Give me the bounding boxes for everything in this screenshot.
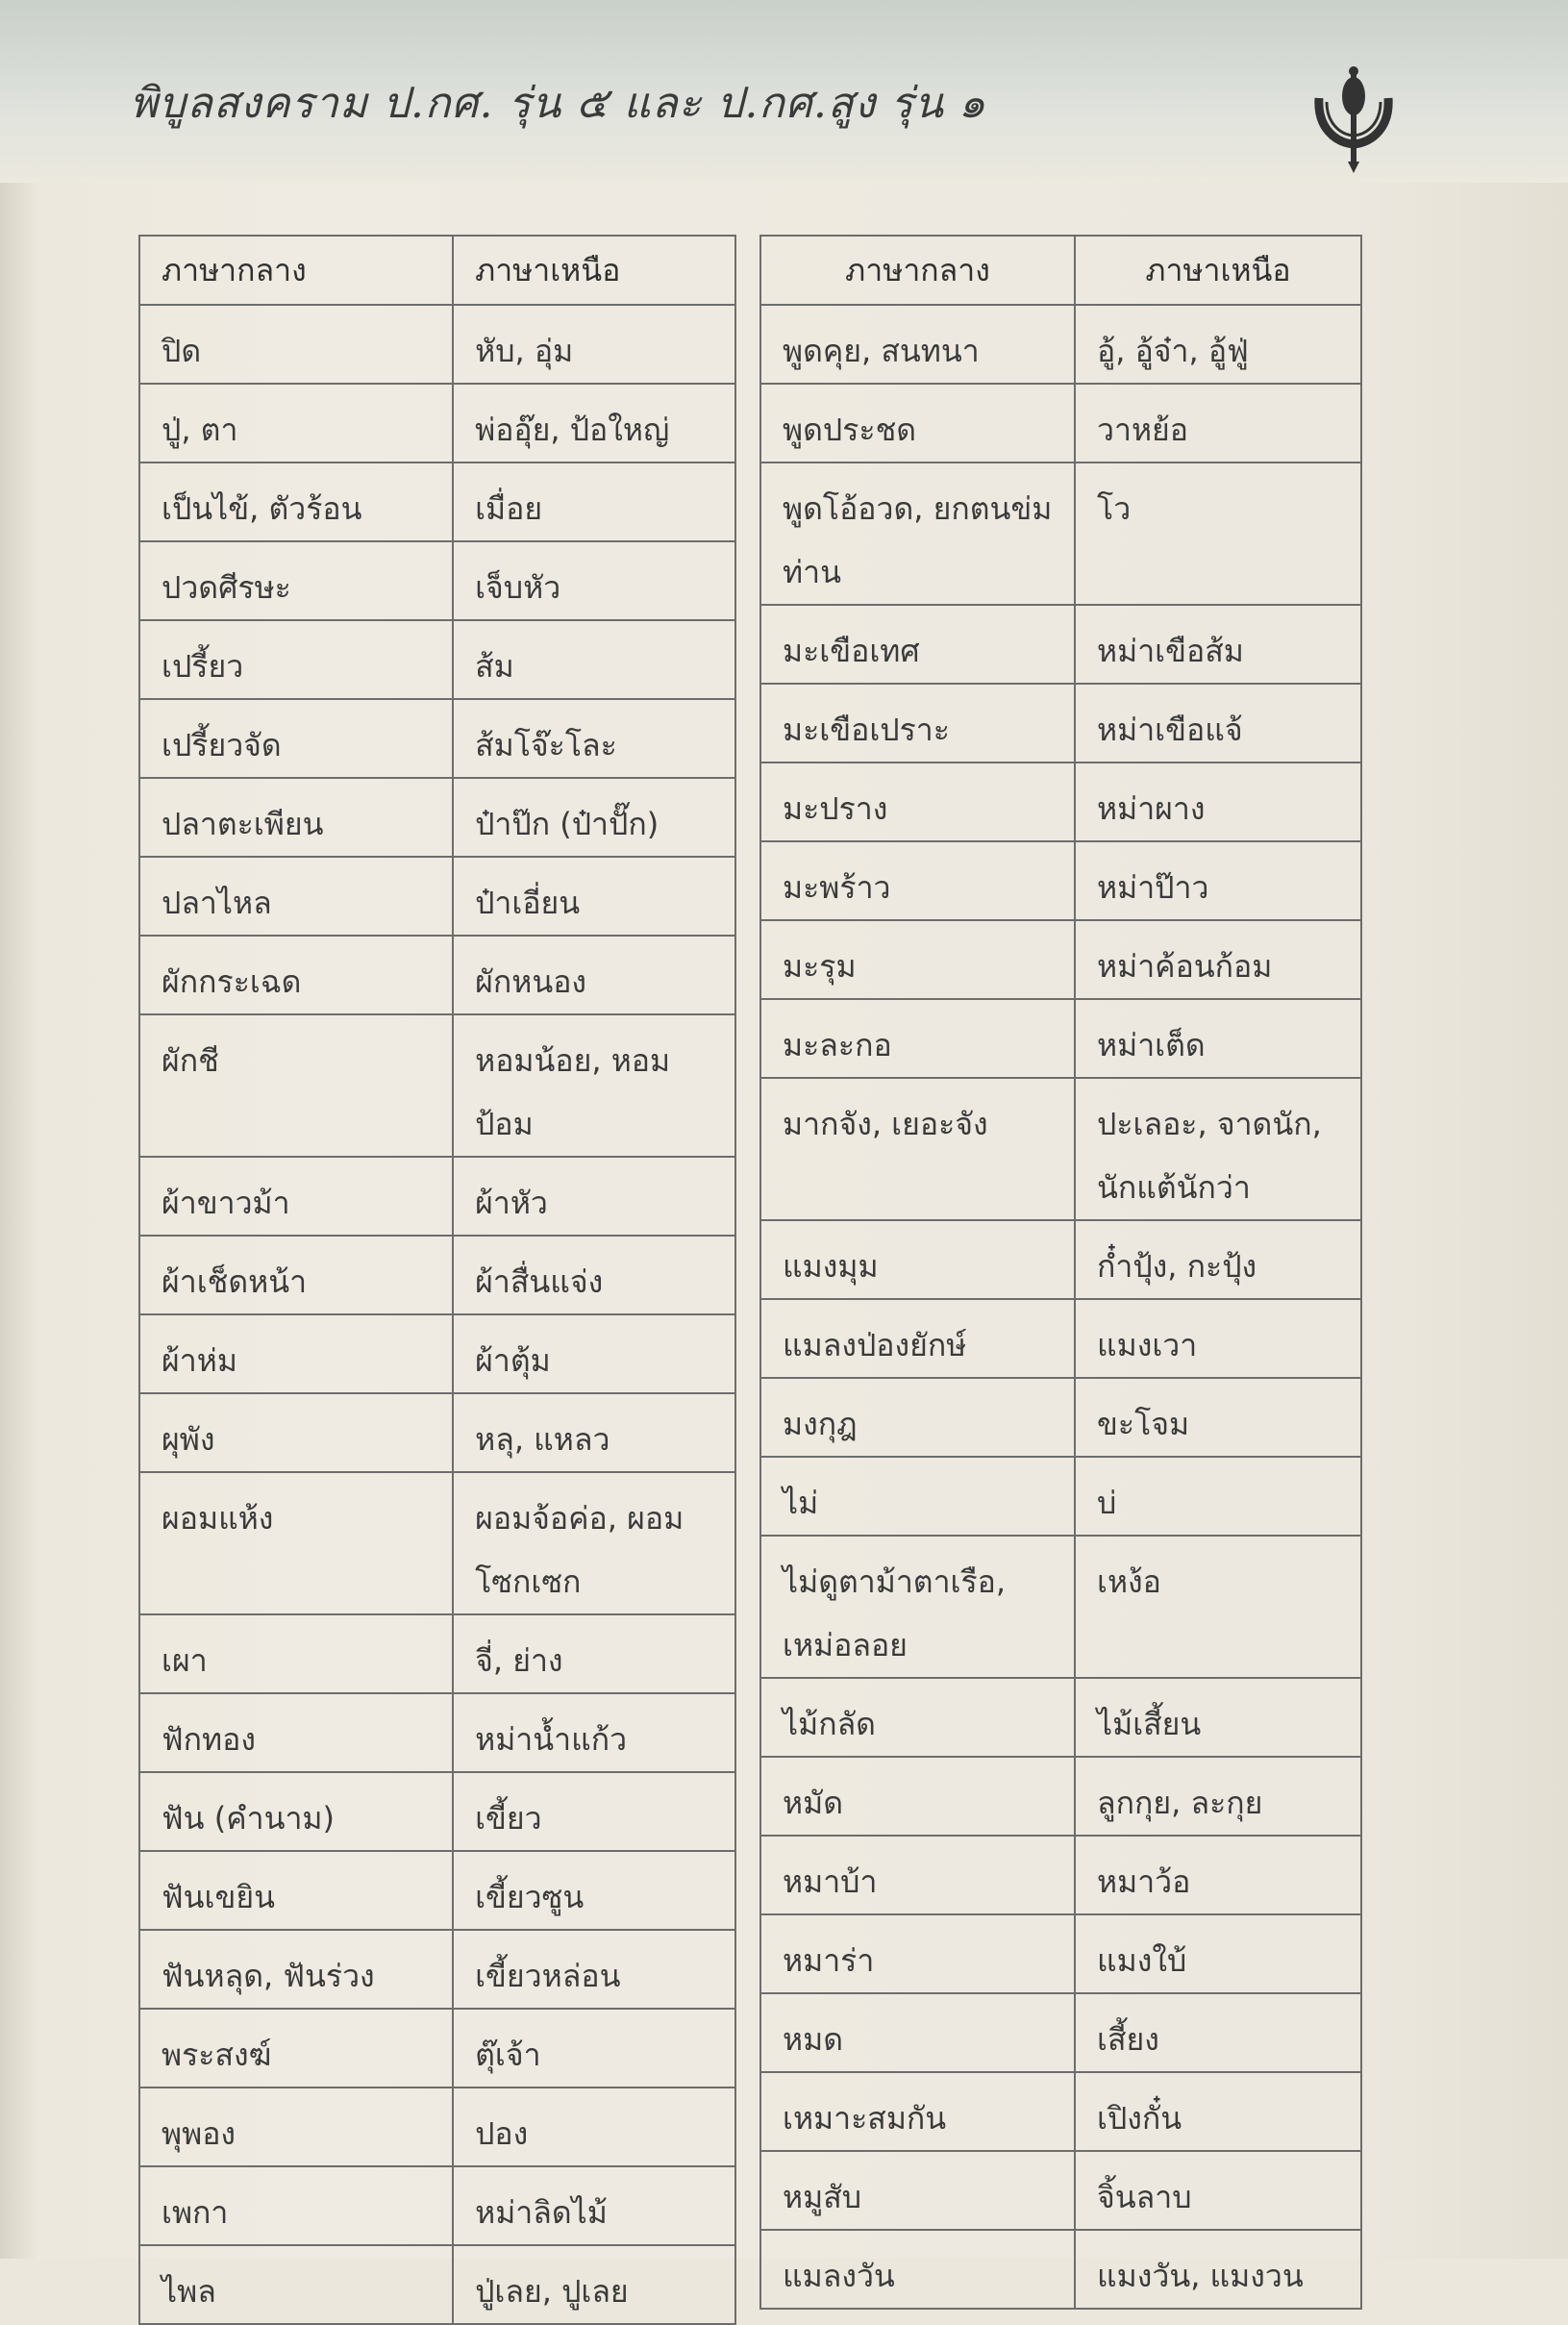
central-thai-word: มะรุม	[760, 920, 1075, 999]
northern-thai-word: ส้มโจ๊ะโละ	[453, 699, 735, 778]
central-thai-word: พูดคุย, สนทนา	[760, 305, 1075, 384]
central-thai-word: มะเขือเทศ	[760, 605, 1075, 684]
central-thai-word: พูดประชด	[760, 384, 1075, 462]
central-thai-word: เป็นไข้, ตัวร้อน	[139, 462, 453, 541]
table-row	[760, 1757, 1361, 1836]
table-row	[760, 1299, 1361, 1378]
central-thai-word: มงกุฎ	[760, 1378, 1075, 1457]
northern-thai-word: ผ้าตุ้ม	[453, 1314, 735, 1393]
central-thai-word: ผุพัง	[139, 1393, 453, 1472]
northern-thai-word: ผอมจ้อค่อ, ผอม โซกเซก	[453, 1472, 735, 1614]
table-row	[760, 920, 1361, 999]
northern-thai-word: ป๋าป๊ก (ป๋าปั๊ก)	[453, 778, 735, 857]
northern-thai-word: ส้ม	[453, 620, 735, 699]
northern-thai-word: ขะโจม	[1075, 1378, 1361, 1457]
central-thai-word: เปรี้ยว	[139, 620, 453, 699]
table-row	[139, 305, 735, 384]
central-thai-word: มะพร้าว	[760, 841, 1075, 920]
table-row	[760, 841, 1361, 920]
table-row	[760, 2072, 1361, 2151]
table-row	[760, 605, 1361, 684]
central-thai-word: มะละกอ	[760, 999, 1075, 1078]
table-row	[760, 1378, 1361, 1457]
northern-thai-word: เขี้ยว	[453, 1772, 735, 1851]
central-thai-word: ฟันเขยิน	[139, 1851, 453, 1930]
table-row	[139, 1851, 735, 1930]
central-thai-word: ผ้าเช็ดหน้า	[139, 1236, 453, 1314]
northern-thai-word: บ่	[1075, 1457, 1361, 1536]
northern-thai-word: ปะเลอะ, จาดนัก, นักแต้นักว่า	[1075, 1078, 1361, 1220]
northern-thai-word: แมงใบ้	[1075, 1914, 1361, 1993]
central-thai-word: แมลงป่องยักษ์	[760, 1299, 1075, 1378]
table-row	[139, 1772, 735, 1851]
northern-thai-word: หม่าเขือส้ม	[1075, 605, 1361, 684]
table-row	[760, 1993, 1361, 2072]
northern-thai-word: เสี้ยง	[1075, 1993, 1361, 2072]
table-row	[760, 1078, 1361, 1220]
table-row	[760, 999, 1361, 1078]
table-row	[760, 1914, 1361, 1993]
table-row	[760, 2151, 1361, 2230]
table-row	[139, 1157, 735, 1236]
central-thai-word: ปู่, ตา	[139, 384, 453, 462]
northern-thai-word: เมื่อย	[453, 462, 735, 541]
central-thai-word: ฟักทอง	[139, 1693, 453, 1772]
northern-thai-word: หมาว้อ	[1075, 1836, 1361, 1914]
central-thai-word: เพกา	[139, 2166, 453, 2245]
central-thai-word: พูดโอ้อวด, ยกตนข่ม ท่าน	[760, 462, 1075, 605]
northern-thai-word: หับ, อุ่ม	[453, 305, 735, 384]
northern-thai-word: ตุ๊เจ้า	[453, 2009, 735, 2088]
central-thai-word: ปวดศีรษะ	[139, 541, 453, 620]
table-row	[139, 2009, 735, 2088]
northern-thai-word: ผักหนอง	[453, 936, 735, 1014]
central-thai-word: หมัด	[760, 1757, 1075, 1836]
central-thai-word: ผักชี	[139, 1014, 453, 1157]
table-row	[139, 857, 735, 936]
table-row	[760, 1678, 1361, 1757]
central-thai-word: แมงมุม	[760, 1220, 1075, 1299]
northern-thai-word: หม่าลิดไม้	[453, 2166, 735, 2245]
northern-thai-word: หม่าเต็ด	[1075, 999, 1361, 1078]
table-row	[760, 305, 1361, 384]
column-header-central-thai: ภาษากลาง	[760, 236, 1075, 305]
table-row	[139, 2245, 735, 2324]
northern-thai-word: แมงเวา	[1075, 1299, 1361, 1378]
table-row	[139, 541, 735, 620]
northern-thai-word: เหง้อ	[1075, 1536, 1361, 1678]
central-thai-word: ไม่	[760, 1457, 1075, 1536]
table-row	[760, 462, 1361, 605]
northern-thai-word: วาหย้อ	[1075, 384, 1361, 462]
central-thai-word: หมด	[760, 1993, 1075, 2072]
central-thai-word: หมาร่า	[760, 1914, 1075, 1993]
northern-thai-word: หอมน้อย, หอม ป้อม	[453, 1014, 735, 1157]
table-row	[760, 1836, 1361, 1914]
central-thai-word: ผักกระเฉด	[139, 936, 453, 1014]
column-header-northern-thai: ภาษาเหนือ	[1075, 236, 1361, 305]
central-thai-word: ผ้าขาวม้า	[139, 1157, 453, 1236]
table-row	[760, 1457, 1361, 1536]
column-header-central-thai: ภาษากลาง	[139, 236, 453, 305]
central-thai-word: ปลาตะเพียน	[139, 778, 453, 857]
table-row	[139, 1236, 735, 1314]
central-thai-word: มะปราง	[760, 762, 1075, 841]
table-row	[139, 699, 735, 778]
running-title: พิบูลสงคราม ป.กศ. รุ่น ๕ และ ป.กศ.สูง รุ่น ๑	[130, 79, 986, 128]
northern-thai-word: พ่ออุ๊ย, ป้อใหญ่	[453, 384, 735, 462]
table-row	[139, 1614, 735, 1693]
table-row	[139, 1930, 735, 2009]
northern-thai-word: จี่, ย่าง	[453, 1614, 735, 1693]
central-thai-word: ปิด	[139, 305, 453, 384]
northern-thai-word: ป๋าเอี่ยน	[453, 857, 735, 936]
central-thai-word: มะเขือเปราะ	[760, 684, 1075, 762]
vocab-table-left	[138, 235, 736, 2325]
table-row	[139, 1472, 735, 1614]
table-row	[139, 778, 735, 857]
table-row	[139, 1693, 735, 1772]
central-thai-word: ผอมแห้ง	[139, 1472, 453, 1614]
northern-thai-word: เจ็บหัว	[453, 541, 735, 620]
northern-thai-word: เขี้ยวซูน	[453, 1851, 735, 1930]
table-row	[139, 462, 735, 541]
northern-thai-word: ปู่เลย, ปูเลย	[453, 2245, 735, 2324]
table-row	[139, 936, 735, 1014]
table-row	[760, 1220, 1361, 1299]
northern-thai-word: หม่าป๊าว	[1075, 841, 1361, 920]
northern-thai-word: ก๋ำปุ้ง, กะปุ้ง	[1075, 1220, 1361, 1299]
central-thai-word: หมาบ้า	[760, 1836, 1075, 1914]
central-thai-word: ไพล	[139, 2245, 453, 2324]
vocab-table-right	[759, 235, 1362, 2310]
northern-thai-word: แมงวัน, แมงวน	[1075, 2230, 1361, 2309]
vocab-table-left-body	[139, 305, 735, 2324]
northern-thai-word: จิ้นลาบ	[1075, 2151, 1361, 2230]
central-thai-word: พระสงฆ์	[139, 2009, 453, 2088]
table-row	[139, 2166, 735, 2245]
central-thai-word: แมลงวัน	[760, 2230, 1075, 2309]
northern-thai-word: หม่าผาง	[1075, 762, 1361, 841]
table-row	[139, 1393, 735, 1472]
table-row	[760, 684, 1361, 762]
table-row	[760, 2230, 1361, 2309]
central-thai-word: ปลาไหล	[139, 857, 453, 936]
table-row	[139, 620, 735, 699]
northern-thai-word: เปิงกั๋น	[1075, 2072, 1361, 2151]
table-row	[139, 384, 735, 462]
central-thai-word: พุพอง	[139, 2088, 453, 2166]
northern-thai-word: อู้, อู้จ๋า, อู้ฟู่	[1075, 305, 1361, 384]
table-row	[760, 762, 1361, 841]
central-thai-word: ฟันหลุด, ฟันร่วง	[139, 1930, 453, 2009]
central-thai-word: ไม่ดูตาม้าตาเรือ, เหม่อลอย	[760, 1536, 1075, 1678]
central-thai-word: หมูสับ	[760, 2151, 1075, 2230]
northern-thai-word: ลูกกุย, ละกุย	[1075, 1757, 1361, 1836]
table-row	[139, 2088, 735, 2166]
central-thai-word: เผา	[139, 1614, 453, 1693]
table-row	[760, 1536, 1361, 1678]
central-thai-word: เปรี้ยวจัด	[139, 699, 453, 778]
vocab-table-right-body	[760, 305, 1361, 2309]
northern-thai-word: หม่าน้ำแก้ว	[453, 1693, 735, 1772]
central-thai-word: ไม้กลัด	[760, 1678, 1075, 1757]
northern-thai-word: ผ้าหัว	[453, 1157, 735, 1236]
central-thai-word: เหมาะสมกัน	[760, 2072, 1075, 2151]
northern-thai-word: ปอง	[453, 2088, 735, 2166]
central-thai-word: ฟัน (คำนาม)	[139, 1772, 453, 1851]
emblem-icon	[1306, 60, 1402, 175]
column-header-northern-thai: ภาษาเหนือ	[453, 236, 735, 305]
northern-thai-word: หม่าค้อนก้อม	[1075, 920, 1361, 999]
northern-thai-word: โว	[1075, 462, 1361, 605]
central-thai-word: มากจัง, เยอะจัง	[760, 1078, 1075, 1220]
table-row	[760, 384, 1361, 462]
central-thai-word: ผ้าห่ม	[139, 1314, 453, 1393]
table-row	[139, 1014, 735, 1157]
northern-thai-word: ผ้าสื่นแจ่ง	[453, 1236, 735, 1314]
northern-thai-word: ไม้เสี้ยน	[1075, 1678, 1361, 1757]
northern-thai-word: หม่าเขือแจ้	[1075, 684, 1361, 762]
table-row	[139, 1314, 735, 1393]
northern-thai-word: เขี้ยวหล่อน	[453, 1930, 735, 2009]
northern-thai-word: หลุ, แหลว	[453, 1393, 735, 1472]
